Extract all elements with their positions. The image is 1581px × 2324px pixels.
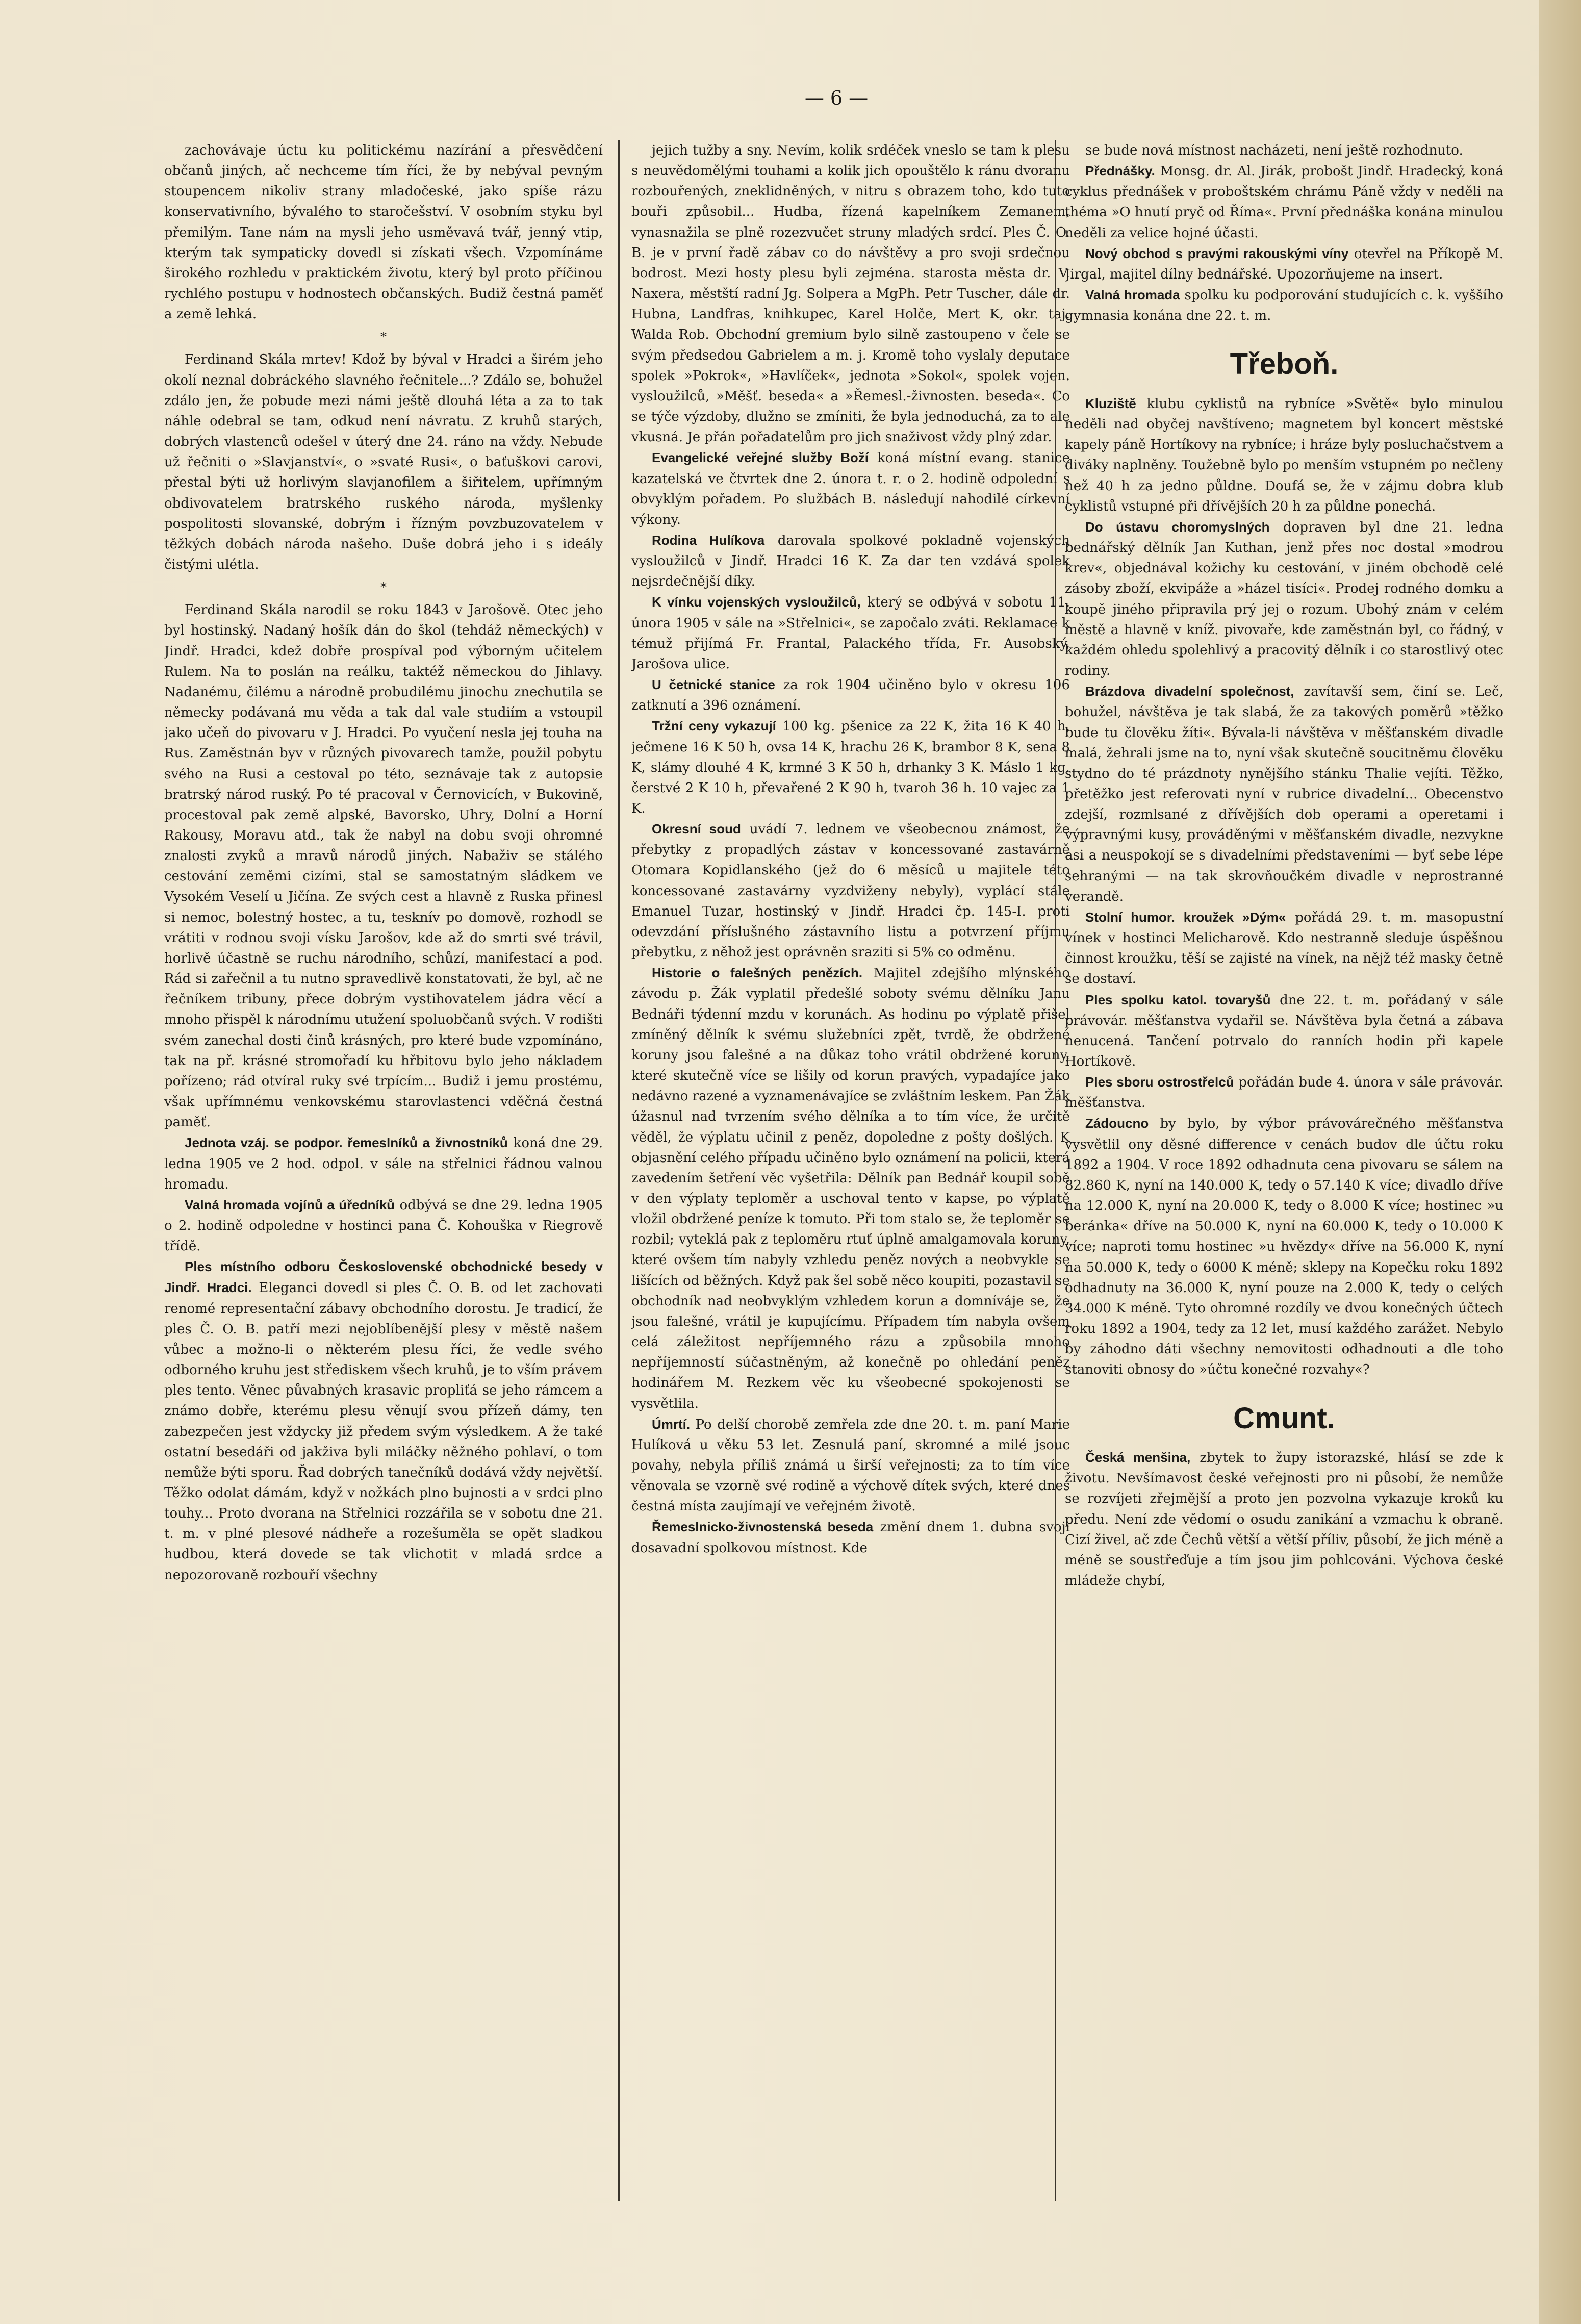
page-number: — 6 — <box>804 87 869 109</box>
article-paragraph <box>1065 681 1503 907</box>
article-text: 100 kg. pšenice za 22 K, žita 16 K 40 h, ječmene 16 K 50 h, ovsa 14 K, hrachu 26 K, brambor 8 K, sena 8 K, slámy dlouhé 4 K, krmné 3 K 50 h, drhanky 3 K. Máslo 1 kg. čerstvé 2 K 10 h, převařené 2 K 90 h, tvaroh 36 h. 10 vajec za 1 K. <box>631 719 1070 816</box>
page-edge <box>1539 0 1581 2324</box>
column-1 <box>164 140 603 2283</box>
article-paragraph <box>1065 161 1503 243</box>
article-paragraph <box>631 592 1070 674</box>
article-paragraph <box>1065 1072 1503 1113</box>
article-heading: Brázdova divadelní společnost, <box>1085 684 1294 699</box>
article-text: za rok 1904 učiněno bylo v okresu 106 zatknutí a 396 oznámení. <box>631 677 1070 714</box>
article-paragraph <box>631 140 1070 447</box>
article-text: darovala spolkové pokladně vojenských vysloužilců v Jindř. Hradci 16 K. Za dar ten vzdává spolek nejsrdečnější díky. <box>631 533 1070 590</box>
article-paragraph <box>1065 243 1503 285</box>
article-paragraph <box>1065 990 1503 1072</box>
column-2 <box>631 140 1070 2283</box>
article-text: dne 22. t. m. pořádaný v sále právovár. měšťanstva vydařil se. Návštěva byla četná a zábava nenucená. Tančení potrvalo do ranních hodin při kapele Hortíkově. <box>1065 992 1503 1069</box>
article-text: koná místní evang. stanice kazatelská ve čtvrtek dne 2. února t. r. o 2. hodině odpolední s obvyklým pořadem. Po službách B. následují nahodilé církevní výkony. <box>631 450 1070 527</box>
article-text: zachovávaje úctu ku politickému nazírání a přesvědčení občanů jiných, ač nechceme tím říci, že by nebýval pevným stoupencem nikoliv strany mladočeské, jako spíše rázu konservativního, bývalého to staročešství. V osobním styku byl přemilým. Tane nám na mysli jeho usměvavá tvář, jenný vtip, kterým tak sympaticky dovedl si získati všech. Vzpomínáme širokého rozhledu v praktickém životu, který byl proto příčinou rychlého postupu v hodnostech občanských. Budiž čestná paměť a země lehká. <box>164 143 603 322</box>
article-text: Eleganci dovedl si ples Č. O. B. od let zachovati renomé representační zábavy obchodního dorostu. Je tradicí, že ples Č. O. B. patří mezi nejoblíbenější plesy v městě našem vůbec a možno-li o některém plesu říci, že vedle svého odborného kruhu jest střediskem všech kruhů, je to vším právem ples tento. Věnec půvabných krasavic propliťá se jeho rámcem a známo dobře, kterému plesu věnují svou přízeň dámy, ten zabezpečen jest vždycky již předem svým výsledkem. A že také ostatní besedáři od jakživa byli miláčky něžného pohlaví, o tom nemůže býti sporu. Řad dobrých tanečníků dodává vždy největší. Těžko odolat dámám, když v nožkách plno bujnosti a v srdci plno touhy... Proto dvorana na Střelnici rozzářila se v sobotu dne 21. t. m. v plné plesové nádheře a rozešuměla se opět sladkou hudbou, která dovede se tak vlichotit v mladá srdce a nepozorovaně rozbouří všechny <box>164 1280 603 1583</box>
article-paragraph <box>631 447 1070 530</box>
column-3 <box>1065 140 1503 2283</box>
article-paragraph <box>631 530 1070 592</box>
article-paragraph <box>164 1256 603 1585</box>
article-paragraph <box>631 1414 1070 1517</box>
article-text: odbývá se dne 29. ledna 1905 o 2. hodině odpoledne v hostinci pana Č. Kohouška v Riegrově třídě. <box>164 1197 603 1254</box>
article-heading: Jednota vzáj. se podpor. řemeslníků a živnostníků <box>185 1135 508 1151</box>
article-heading: Ples místního odboru Československé obchodnické besedy v Jindř. Hradci. <box>164 1259 603 1296</box>
article-text: jejich tužby a sny. Nevím, kolik srdéček vneslo se tam k plesu s neuvědomělými touhami a kolik jich opouštělo k ránu dvoranu rozbouřených, zneklidněných, v nitru s obrazem toho, kdo tuto bouři způsobil... Hudba, řízená kapelníkem Zemanem, vynasnažila se plně rozezvučet struny mladých srdcí. Ples Č. O. B. je v první řadě zábav co do návštěvy a pro svoji srdečnou bodrost. Mezi hosty plesu byli zejména. starosta města dr. V. Naxera, městští radní Jg. Solpera a MgPh. Petr Tuscher, dále dr. Hubna, Landfras, knihkupec, Karel Holče, Mert K, okr. taj. Walda Rob. Obchodní gremium bylo silně zastoupeno v čele se svým předsedou Gabrielem a m. j. Kromě toho vyslaly deputace spolek »Pokrok«, »Havlíček«, jednota »Sokol«, spolek vojen. vysloužilců, »Měšť. beseda« a »Řemesl.-živnosten. beseda«. Co se týče výzdoby, dlužno se zmíniti, že byla jednoduchá, za to ale vkusná. Je přán pořadatelům pro jich snaživost vždy plný zdar. <box>631 143 1070 445</box>
article-heading: Zádoucno <box>1085 1116 1149 1131</box>
article-text: Monsg. dr. Al. Jirák, probošt Jindř. Hradecký, koná cyklus přednášek v proboštském chrámu Páně vždy v neděli na théma »O hnutí pryč od Říma«. První přednáška konána minulou neděli za velice hojné účasti. <box>1065 164 1503 241</box>
article-heading: Stolní humor. kroužek »Dým« <box>1085 909 1286 925</box>
article-paragraph <box>631 716 1070 819</box>
article-heading: Řemeslnicko-živnostenská beseda <box>652 1519 874 1535</box>
article-text: dopraven byl dne 21. ledna bednářský dělník Jan Kuthan, jenž přes noc dostal »modrou krev«, objednával kožichy ku cestování, v jiném obchodě celé zásoby zboží, ekvipáže a »házel tisíci«. Prodej rodného domku a koupě jiného připravila prý jej o rozum. Ubohý znám v celém městě a hlavně v kníž. pivovaře, kde zaměstnán byl, co řádný, v každém ohledu spolehlivý a pracovitý dělník i co starostlivý otec rodiny. <box>1065 519 1503 679</box>
article-text: Majitel zdejšího mlýnského závodu p. Žák vyplatil předešlé soboty svému dělníku Janu Bednáři týdenní mzdu v korunách. As hodinu po výplatě přišel zmíněný dělník k svému služebníci zpět, tvrdě, že obdržené koruny jsou falešné a na důkaz toho vrátil obdržené koruny, které skutečně více se lišily od korun pravých, vypadajíce jako nedávno razené a vyznamenávajíce se zvláštním leskem. Pan Žák úžasnul nad tvrzením svého dělníka a to tím více, že určitě věděl, že výplatu učinil z peněz, dopoledne z pošty došlých. K objasnění celého případu učiněno bylo oznámení na policii, která zavedením šetření věc vyšetřila: Dělník pan Bednář koupil sobě v den výplaty teploměr a uschoval tento v kapse, po výplatě vložil obdržené peníze k tomuto. Při tom stalo se, že teploměr se rozbil; vyteklá pak z teploměru rtuť úplně amalgamovala koruny, které ovšem tím nabyly vzhledu peněz nových a neobvykle se lišících od běžných. Když pak šel sobě něco koupiti, pozastavil se obchodník nad neobvyklým vzhledem korun a domníváje se, že jsou falešné, vrátil je kupujícímu. Případem tím nabyla ovšem celá záležitost nepříjemného rázu a způsobila mnoho nepříjemností súčastněným, až konečně po ohledání peněz hodinářem M. Rezkem věc ku všeobecné spokojenosti se vysvětlila. <box>631 966 1070 1411</box>
article-heading: Kluziště <box>1085 396 1136 411</box>
article-paragraph <box>164 140 603 324</box>
article-text: otevřel na Příkopě M. Jirgal, majitel dílny bednářské. Upozorňujeme na insert. <box>1065 246 1503 282</box>
article-paragraph <box>1065 517 1503 681</box>
article-paragraph <box>164 1132 603 1194</box>
article-paragraph <box>631 1517 1070 1558</box>
article-text: který se odbývá v sobotu 11. února 1905 v sále na »Střelnici«, se započalo zváti. Reklamace k témuž přijímá Fr. Frantal, Palackého třída, Fr. Ausobský, Jarošova ulice. <box>631 595 1070 672</box>
article-text: pořádán bude 4. února v sále právovár. měšťanstva. <box>1065 1075 1503 1111</box>
article-text: zbytek to župy istorazské, hlásí se zde k životu. Nevšímavost české veřejnosti pro ni působí, že nemůže se rozvíjeti zřejmější a proto jen pozvolna vykazuje kroků ku předu. Není zde vědomí o osudu zanikání a vzmachu k obraně. Cizí živel, ač zde Čechů větší a větší příliv, působí, že jich méně a méně se soustřeďuje a tím jsou jim pohlcováni. Výchova české mládeže chybí, <box>1065 1450 1503 1589</box>
article-paragraph <box>1065 285 1503 326</box>
article-heading: Úmrtí. <box>652 1416 691 1432</box>
article-heading: Česká menšina, <box>1085 1450 1191 1466</box>
article-paragraph <box>1065 1447 1503 1591</box>
article-heading: U četnické stanice <box>652 677 775 693</box>
article-paragraph <box>631 674 1070 716</box>
article-paragraph <box>164 1195 603 1256</box>
article-paragraph <box>164 349 603 575</box>
article-text: zavítavší sem, činí se. Leč, bohužel, návštěva je tak slabá, že za takových poměrů »těžko bude tu člověku žíti«. Bývala-li návštěva v měšťanském divadle malá, žehrali jsme na to, nyní však skutečně soucitněmu člověku stydno do té prázdnoty nynějšího stánku Thalie vejíti. Těžko, přetěžko jest referovati nyní v rubrice divadelní... Obecenstvo zdejší, rozmlsané z dřívějších dob operami a operetami i výpravnými kusy, prováděnými v měšťanském divadle, nezvykne asi a neuspokojí se s divadelními představeními — byť sebe lépe sehranými — na tak skrovňoučkém divadle v neprostranné verandě. <box>1065 684 1503 904</box>
article-paragraph <box>1065 140 1503 161</box>
article-heading: Ples spolku katol. tovaryšů <box>1085 992 1271 1007</box>
article-text: uvádí 7. lednem ve všeobecnou známost, že přebytky z propadlých zástav v koncessované zastavárně Otomara Kopidlanského (jež do 6 měsíců u majitele této koncessované zastavárny vyzdviženy nebyly), vyplácí stále Emanuel Tuzar, hostinský v Jindř. Hradci čp. 145-I. proti odevzdání příslušného zástavního listu a potvrzení příjmu přebytku, z něhož jest oprávněn sraziti si 5% co odměnu. <box>631 822 1070 961</box>
article-heading: Ples sboru ostrostřelců <box>1085 1074 1234 1090</box>
article-text: pořádá 29. t. m. masopustní vínek v hostinci Melicharově. Kdo nestranně sleduje úspěšnou činnost kroužku, těší se zajisté na vínek, na nějž též masky četně se dostaví. <box>1065 910 1503 987</box>
article-paragraph <box>1065 393 1503 517</box>
article-heading: Rodina Hulíkova <box>652 532 765 548</box>
article-heading: Tržní ceny vykazují <box>652 718 776 734</box>
article-paragraph <box>1065 907 1503 990</box>
article-heading: Do ústavu choromyslných <box>1085 519 1270 535</box>
article-text: koná dne 29. ledna 1905 ve 2 hod. odpol. v sále na střelnici řádnou valnou hromadu. <box>164 1135 603 1192</box>
article-heading: Valná hromada <box>1085 287 1180 303</box>
article-text: by bylo, by výbor právovárečného měšťanstva vysvětlil ony děsné differencе v cenách budov dle účtu roku 1892 a 1904. V roce 1892 odhadnuta cena pivovaru se sálem na 82.860 K, nyní na 140.000 K, tedy o 57.140 K více; divadlo dříve na 12.000 K, nyní na 20.000 K, tedy o 8.000 K více; hostinec »u beránka« dříve na 50.000 K, nyní na 60.000 K, tedy o 10.000 K více; naproti tomu hostinec »u hvězdy« dříve na 56.000 K, nyní na 50.000 K, tedy o 6000 K méně; sklepy na Kopečku roku 1892 odhadnuty na 36.000 K, nyní pouze na 2.000 K, tedy o celých 34.000 K méně. Tyto ohromné rozdíly ve dvou konečných účtech roku 1892 a 1904, tedy za 12 let, musí každého zarážet. Nebylo by záhodno dáti všechny nemovitosti odhadnouti a dle toho stanoviti obnosy do »účtu konečné rozvahy«? <box>1065 1116 1503 1378</box>
article-text: klubu cyklistů na rybníce »Světě« bylo minulou neděli nad obyčej navštíveno; magnetem byl koncert městské kapely páně Hortíkovy na rybníce; i hráze byly posluchačstvem a diváky naplněny. Toužebně bylo po menším vstupném po nečleny než 40 h za jedno půldne. Doufá se, že v zájmu dobra klub cyklistů vstupné při dřívějších 20 h za půldne ponechá. <box>1065 396 1503 514</box>
column-rule-1 <box>618 140 620 2201</box>
separator-star: * <box>380 580 387 595</box>
section-heading: Cmunt. <box>1233 1401 1335 1435</box>
article-heading: Nový obchod s pravými rakouskými víny <box>1085 245 1349 261</box>
article-heading: K vínku vojenských vysloužilců, <box>652 594 861 610</box>
article-text: spolku ku podporování studujících c. k. vyššího gymnasia konána dne 22. t. m. <box>1065 288 1503 324</box>
article-heading: Evangelické veřejné služby Boží <box>652 450 869 466</box>
separator-star: * <box>380 330 387 344</box>
article-text: se bude nová místnost nacházeti, není ještě rozhodnuto. <box>1085 143 1463 158</box>
article-paragraph <box>631 819 1070 963</box>
article-text: Ferdinand Skála mrtev! Kdož by býval v Hradci a širém jeho okolí neznal dobráckého slavného řečnitele...? Zdálo se, bohužel zdálo jen, že pobude mezi námi ještě dlouhá léta a za to tak náhle odebral se tam, odkud není návratu. Z kruhů starých, dobrých vlastenců odešel v úterý dne 24. ráno na vždy. Nebude už řečniti o »Slavjanství«, o »svaté Rusi«, o baťuškovi carovi, přestal býti už horlivým slavjanofilem a šiřitelem, upřímným obdivovatelem bratrského ruského národa, myšlenky pospolitosti slovanské, dobrým i řízným povzbuzovatelem v těžkých dobách národa našeho. Duše dobrá jeho i s ideály čistými ulétla. <box>164 352 603 573</box>
article-paragraph <box>164 600 603 1132</box>
article-text: Ferdinand Skála narodil se roku 1843 v Jarošově. Otec jeho byl hostinský. Nadaný hošík dán do škol (tehdáž německých) v Jindř. Hradci, kdež dobře prospíval pod výborným učitelem Rulem. Na to poslán na reálku, taktéž německou do Jihlavy. Nadanému, čilému a národně probudilému jinochu znechutila se německy podávaná mu věda a tak dal vale studiím a vstoupil jako učeň do pivovaru v J. Hradci. Po vyučení nesla jej touha na Rus. Zaměstnán byv v různých pivovarech tamže, použil pobytu svého na Rusi a cestoval po této, seznávaje tak z autopsie bratrský národ ruský. Po té pracoval v Černovicích, v Bukovině, procestoval pak země alpské, Bavorsko, Uhry, Dolní a Horní Rakousy, Moravu atd., tak že nabyl na dobu svoji ohromné znalosti zvyků a mravů národů jiných. Nabaživ se stálého cestování zeměmi cizími, stal se samostatným sládkem ve Vysokém Veselí u Jičína. Ze svých cest a hlavně z Ruska přinesl si nemoc, bolestný hostec, a tu, tesknív po domově, rozhodl se vrátiti v rodnou svoji vísku Jarošov, kde až do smrti své trávil, horlivě účastně se ruchu národního, schůzí, manifestací a pod. Rád si zařečnil a tu nutno spravedlivě konstatovati, že byl, ač ne řečníkem tribuny, přece dobrým vystihovatelem jádra věcí a mnoho přispěl k národnímu utužení spoluobčanů svých. V rodišti svém zanechal dosti činů krásných, pro které bude vzpomínáno, tak na př. krásné stromořadí ku hřbitovu bylo jeho nákladem pořízeno; rád otvíral ruky své trpícím... Budiž i jemu prostému, však upřímnému venkovskému starovlastenci vděčná čestná paměť. <box>164 602 603 1130</box>
article-heading: Valná hromada vojínů a úředníků <box>185 1197 395 1212</box>
article-text: změní dnem 1. dubna svoji dosavadní spolkovou místnost. Kde <box>631 1520 1070 1556</box>
article-heading: Historie o falešných penězích. <box>652 965 863 981</box>
article-paragraph <box>631 963 1070 1413</box>
article-text: Po delší chorobě zemřela zde dne 20. t. m. paní Marie Hulíková u věku 53 let. Zesnulá paní, skromné a milé jsouc povahy, nebyla příliš známá u širší veřejnosti; za to tím více věnovala se vzorně své rodině a výchově dítek svých, které dnes čestná místa zaujímají ve veřejném životě. <box>631 1417 1070 1514</box>
section-heading: Třeboň. <box>1230 347 1339 381</box>
article-heading: Přednášky. <box>1085 163 1155 179</box>
article-paragraph <box>1065 1113 1503 1380</box>
article-heading: Okresní soud <box>652 821 741 837</box>
